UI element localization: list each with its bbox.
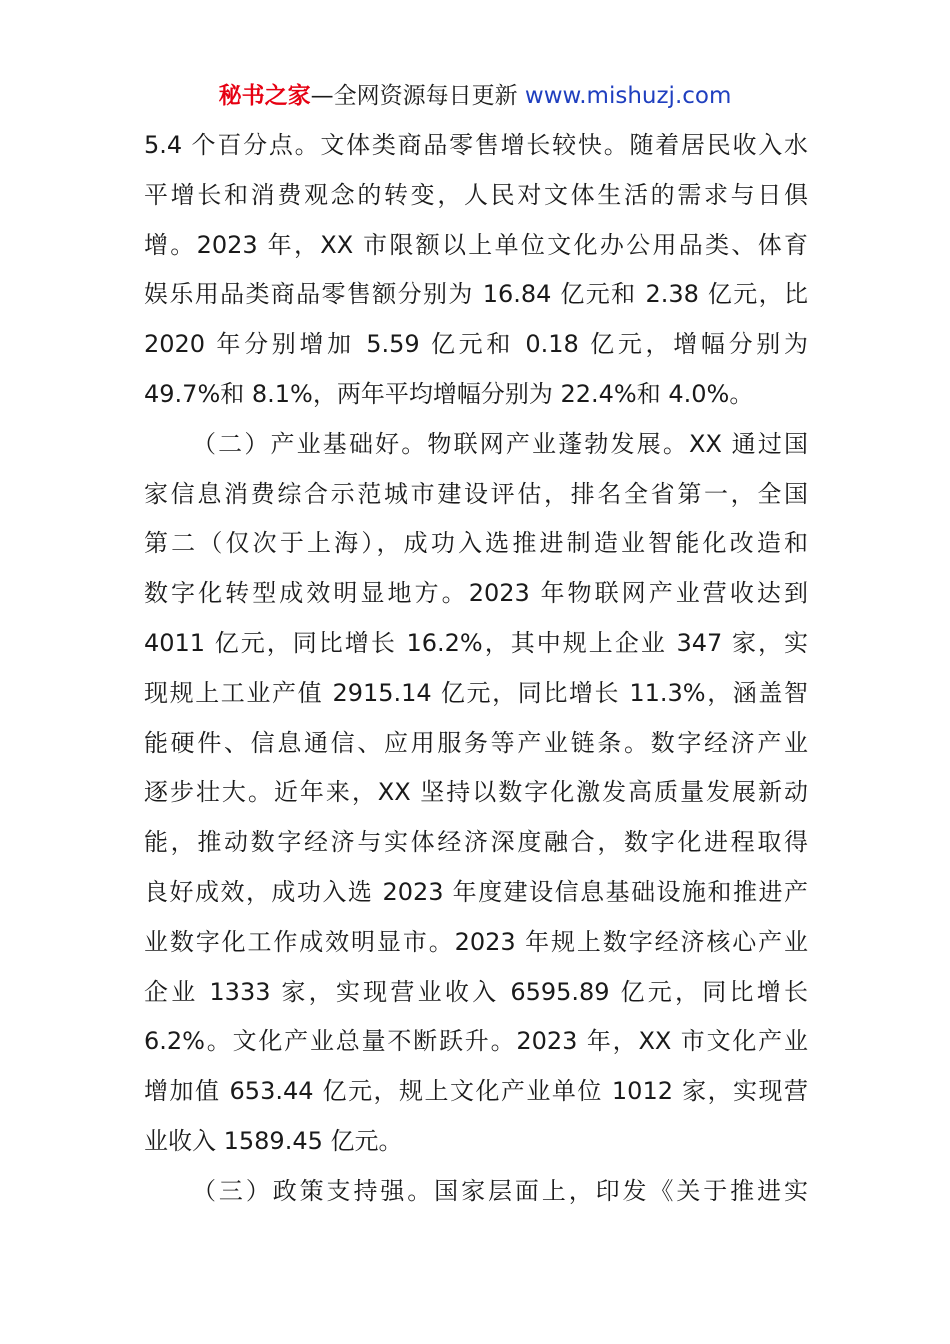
- text-line: 娱乐用品类商品零售额分别为 16.84 亿元和 2.38 亿元，比: [144, 280, 808, 309]
- text-line: 现规上工业产值 2915.14 亿元，同比增长 11.3%，涵盖智: [144, 678, 808, 707]
- text-line: 能硬件、信息通信、应用服务等产业链条。数字经济产业: [144, 728, 808, 757]
- text-line: 第二（仅次于上海），成功入选推进制造业智能化改造和: [144, 529, 808, 558]
- page-header: [0, 80, 950, 112]
- text-line: 企业 1333 家，实现营业收入 6595.89 亿元，同比增长: [144, 977, 808, 1006]
- text-line: 业数字化工作成效明显市。2023 年规上数字经济核心产业: [144, 927, 808, 956]
- text-line: （二）产业基础好。物联网产业蓬勃发展。XX 通过国: [192, 429, 808, 458]
- text-line: 能，推动数字经济与实体经济深度融合，数字化进程取得: [144, 828, 808, 857]
- text-line: 数字化转型成效明显地方。2023 年物联网产业营收达到: [144, 579, 808, 608]
- text-line: 业收入 1589.45 亿元。: [144, 1126, 403, 1155]
- text-line: 平增长和消费观念的转变，人民对文体生活的需求与日俱: [144, 180, 808, 209]
- text-line: 2020 年分别增加 5.59 亿元和 0.18 亿元，增幅分别为: [144, 330, 808, 359]
- text-line: 6.2%。文化产业总量不断跃升。2023 年，XX 市文化产业: [144, 1027, 808, 1056]
- text-line: 家信息消费综合示范城市建设评估，排名全省第一，全国: [144, 479, 808, 508]
- text-line: （三）政策支持强。国家层面上，印发《关于推进实: [192, 1176, 808, 1205]
- text-line: 增。2023 年，XX 市限额以上单位文化办公用品类、体育: [144, 230, 808, 259]
- header-tagline: —全网资源每日更新: [310, 83, 518, 109]
- site-url-link[interactable]: www.mishuzj.com: [524, 83, 732, 109]
- text-line: 4011 亿元，同比增长 16.2%，其中规上企业 347 家，实: [144, 628, 808, 657]
- brand-name: 秘书之家: [218, 83, 311, 109]
- text-line: 5.4 个百分点。文体类商品零售增长较快。随着居民收入水: [144, 131, 808, 159]
- document-body: [144, 121, 808, 1217]
- text-line: 增加值 653.44 亿元，规上文化产业单位 1012 家，实现营: [144, 1077, 808, 1106]
- text-line: 逐步壮大。近年来，XX 坚持以数字化激发高质量发展新动: [144, 778, 808, 807]
- text-line: 良好成效，成功入选 2023 年度建设信息基础设施和推进产: [144, 877, 808, 906]
- text-line: 49.7%和 8.1%，两年平均增幅分别为 22.4%和 4.0%。: [144, 379, 754, 408]
